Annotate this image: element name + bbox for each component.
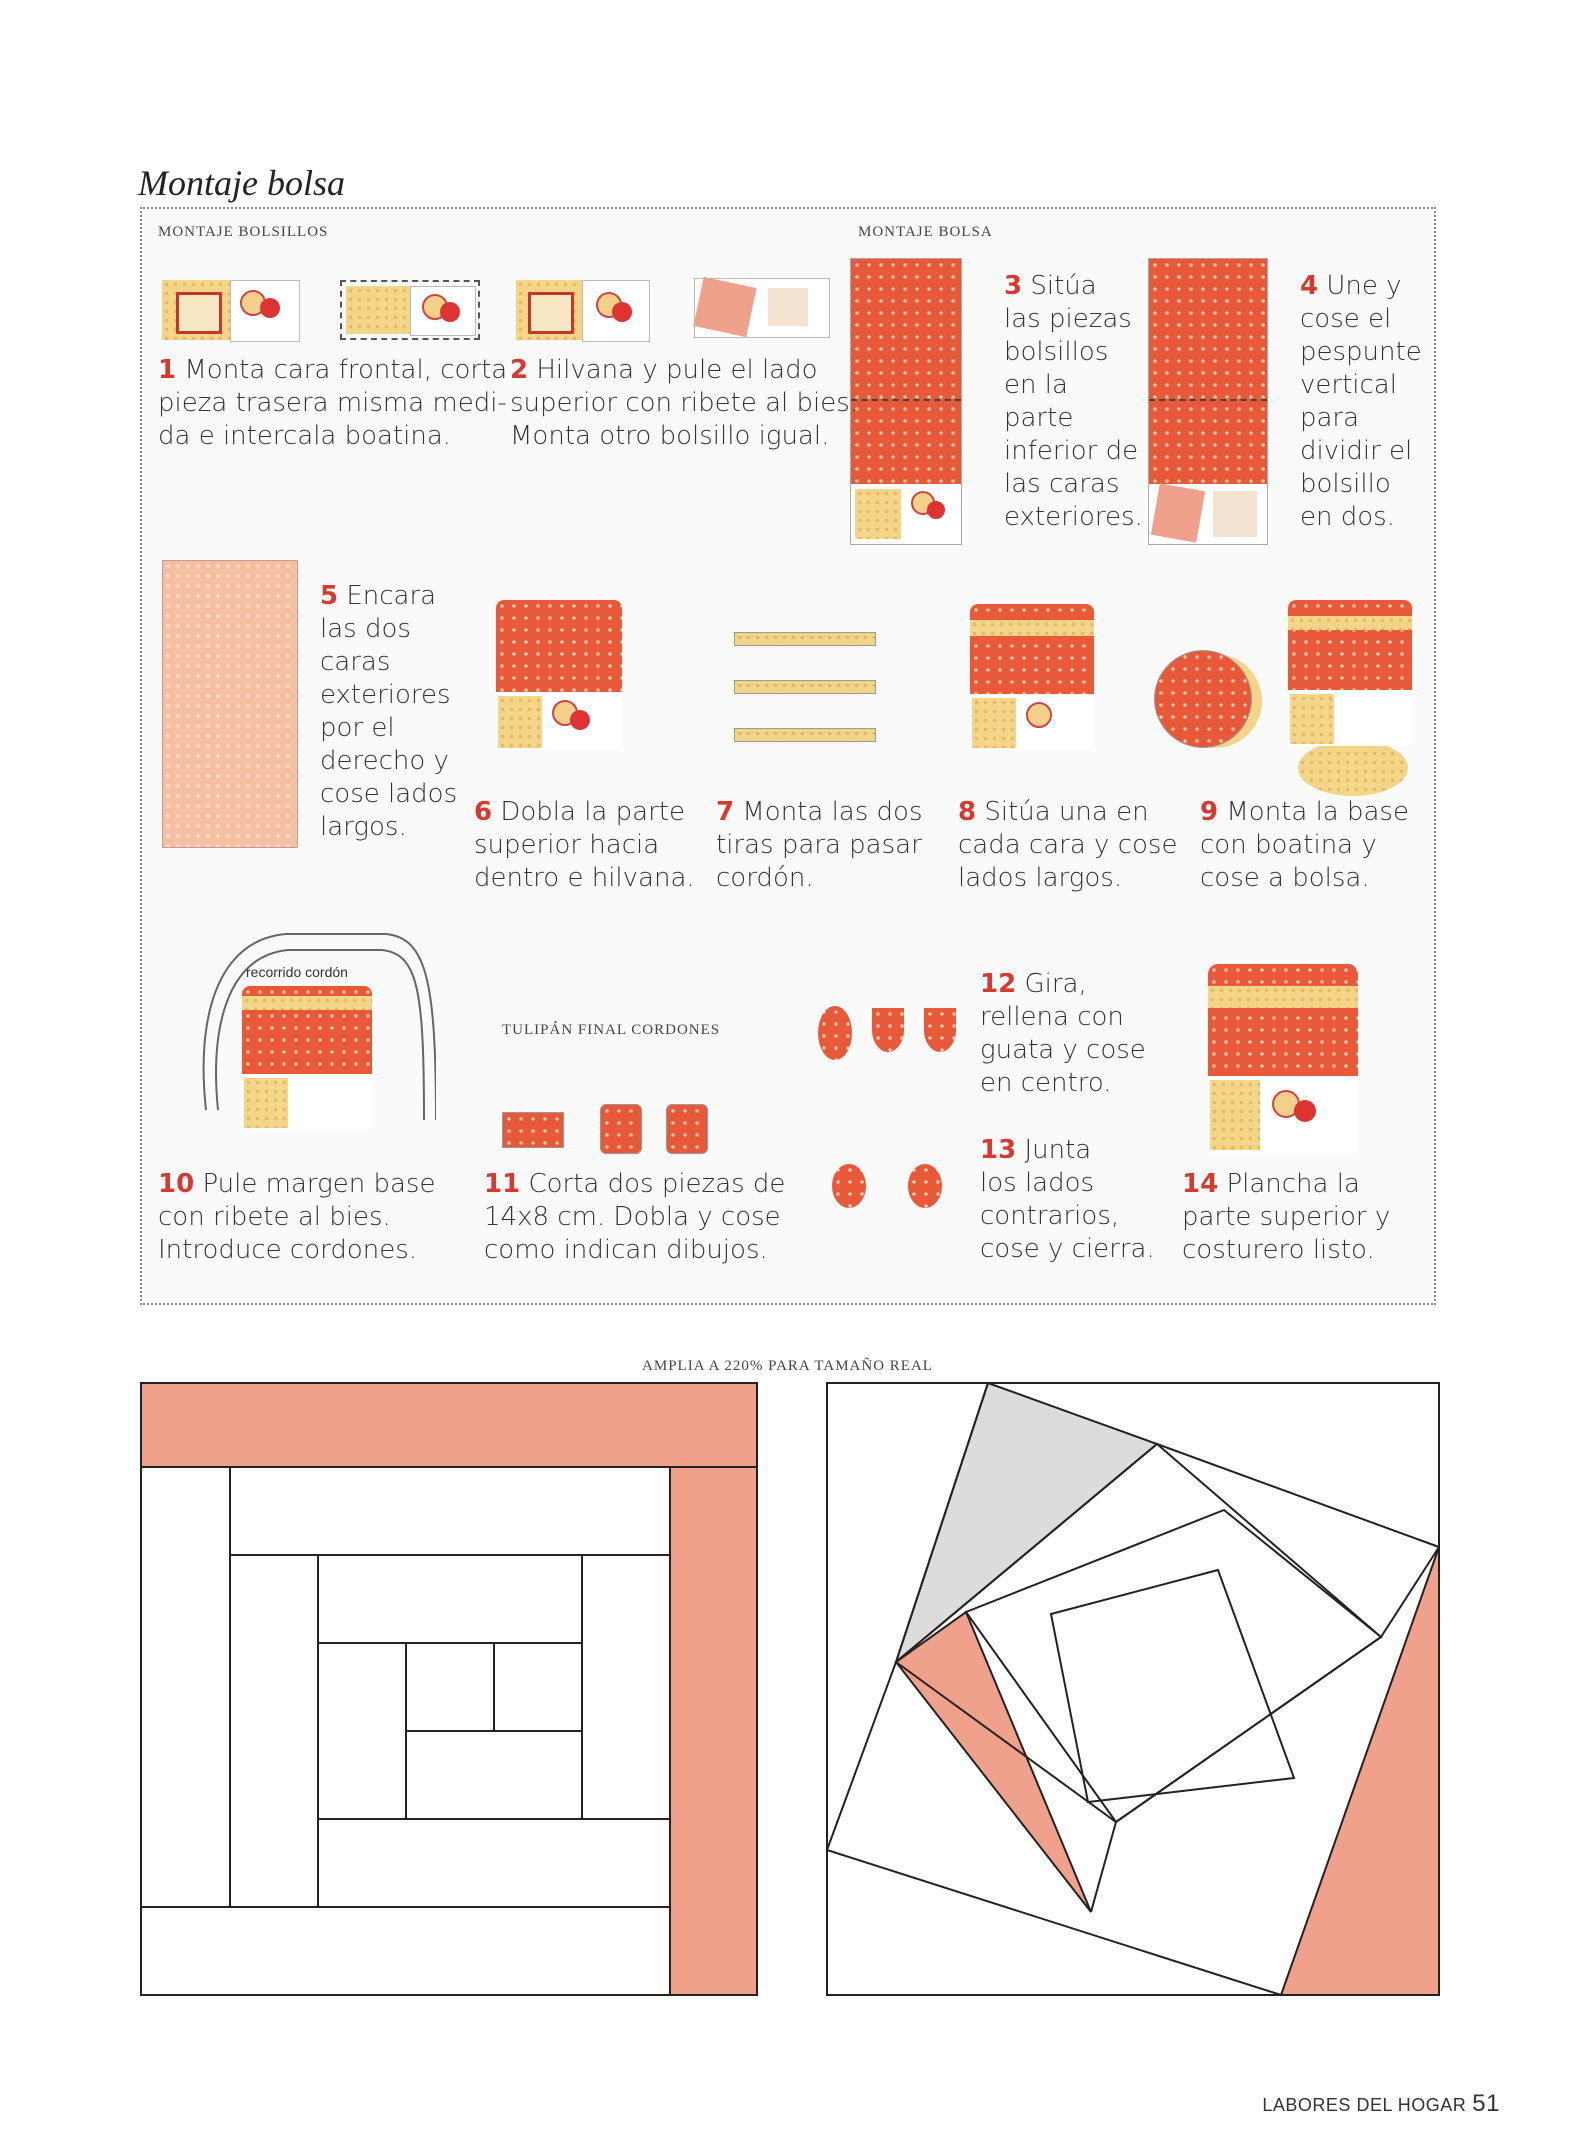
step-3: 3 Sitúa las piezas bolsillos en la parte inferior de las caras exteriores. [1004, 271, 1143, 532]
step10-bag-illustration [196, 920, 436, 1140]
pocket-back-illustration [340, 280, 480, 340]
step-12: 12 Gira, rellena con guata y cose en centro. [980, 969, 1146, 1098]
step5-panel-illustration [162, 560, 298, 848]
step6-bag-illustration [496, 600, 622, 750]
step-9: 9 Monta la base con boatina y cose a bolsa. [1200, 797, 1409, 893]
pocket-binding-illustration [516, 280, 648, 340]
step9-base-illustration [1154, 650, 1258, 754]
page-footer [1262, 2090, 1500, 2118]
twisted-square-pattern [826, 1382, 1442, 1998]
step14-bag-illustration [1182, 960, 1382, 1160]
pocket-front-illustration [162, 280, 298, 340]
step3-bag-illustration [850, 258, 962, 545]
step7-strips-illustration [734, 626, 884, 746]
step-2: 2 Hilvana y pule el lado superior con ribete al bies. Monta otro bolsillo igual. [510, 355, 859, 451]
step-7: 7 Monta las dos tiras para pasar cordón. [716, 797, 923, 893]
cord-route-label: recorrido cordón [246, 964, 348, 980]
second-pocket-illustration [694, 278, 828, 336]
step-14: 14 Plancha la parte superior y costurero listo. [1182, 1169, 1391, 1265]
step-13: 13 Junta los lados contrarios, cose y cierra. [980, 1135, 1155, 1264]
page-number: 51 [1472, 2090, 1500, 2117]
page-title: Montaje bolsa [138, 163, 345, 203]
step-8: 8 Sitúa una en cada cara y cose lados largos. [958, 797, 1178, 893]
magazine-name: LABORES DEL HOGAR [1262, 2095, 1467, 2115]
step4-bag-illustration [1148, 258, 1268, 545]
step-10: 10 Pule margen base con ribete al bies. Introduce cordones. [158, 1169, 436, 1265]
step13-tulip-illustration [812, 1144, 982, 1244]
step-11: 11 Corta dos piezas de 14x8 cm. Dobla y cose como indican dibujos. [484, 1169, 786, 1265]
step-5: 5 Encara las dos caras exteriores por el derecho y cose lados largos. [320, 581, 458, 842]
section-label-tulipan: TULIPÁN FINAL CORDONES [502, 1022, 721, 1038]
step-4: 4 Une y cose el pespunte vertical para dividir el bolsillo en dos. [1300, 271, 1422, 532]
step12-tulip-illustration [812, 966, 982, 1076]
step9-bag-illustration [1288, 600, 1412, 796]
step11-tulip-illustration [496, 1074, 736, 1164]
section-label-bolsa: MONTAJE BOLSA [858, 224, 993, 240]
log-cabin-pattern [140, 1382, 760, 1998]
step8-bag-illustration [970, 604, 1094, 750]
section-label-bolsillos: MONTAJE BOLSILLOS [158, 224, 329, 240]
enlarge-note: AMPLIA A 220% PARA TAMAÑO REAL [642, 1358, 933, 1374]
step-1: 1 Monta cara frontal, corta pieza trasera misma medi- da e intercala boatina. [158, 355, 508, 451]
step-6: 6 Dobla la parte superior hacia dentro e hilvana. [474, 797, 695, 893]
